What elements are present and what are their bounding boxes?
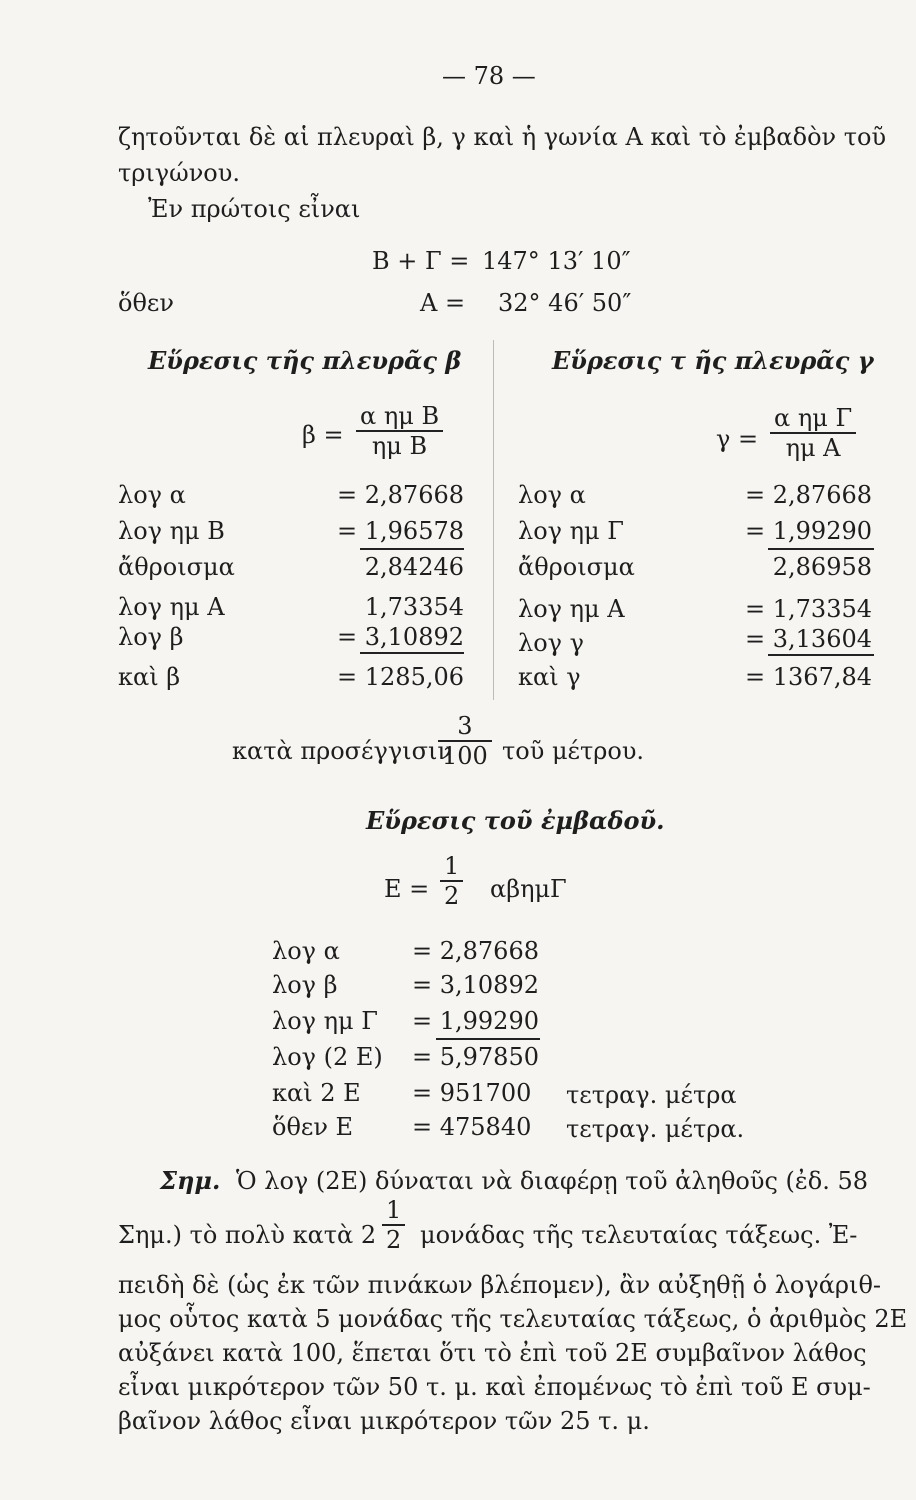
- area-row-value: = 475840: [412, 1113, 532, 1141]
- note-line-7: βαῖνον λάθος εἶναι μικρότερον τῶν 25 τ. μ.: [118, 1407, 650, 1435]
- note-line-5: αὐξάνει κατὰ 100, ἕπεται ὅτι τὸ ἐπὶ τοῦ 2Ε συμβαῖνον λάθος: [118, 1339, 867, 1367]
- right-row-value: = 1,73354: [745, 595, 872, 623]
- note-line-2-denominator: 2: [386, 1226, 402, 1254]
- area-formula-lhs: Ε =: [384, 875, 430, 903]
- area-row-value: = 2,87668: [412, 937, 539, 965]
- approx-numerator: 3: [438, 712, 492, 742]
- page-number: — 78 —: [442, 62, 536, 90]
- area-row-value: = 1,99290: [412, 1007, 539, 1035]
- left-formula-fraction: [356, 402, 443, 460]
- right-row-value: = 1,99290: [745, 517, 872, 545]
- approx-fraction: [438, 712, 492, 770]
- right-formula-denominator: ημ Α: [785, 434, 841, 462]
- right-row-label: λογ α: [518, 481, 586, 509]
- left-row-value: = 3,10892: [337, 623, 464, 651]
- column-divider: [493, 340, 494, 700]
- left-row-label: λογ β: [118, 623, 184, 651]
- left-row-label: λογ α: [118, 481, 186, 509]
- right-row-value: = 3,13604: [745, 625, 872, 653]
- right-formula-fraction: [770, 404, 856, 462]
- right-row-label: λογ ημ Γ: [518, 517, 624, 545]
- note-line-4: μος οὗτος κατὰ 5 μονάδας τῆς τελευταίας τάξεως, ὁ ἀριθμὸς 2Ε: [118, 1305, 908, 1333]
- approx-post: τοῦ μέτρου.: [502, 737, 645, 765]
- left-row-value: = 1,96578: [337, 517, 464, 545]
- area-row-value: = 951700: [412, 1079, 532, 1107]
- right-formula-lhs: γ =: [716, 425, 759, 453]
- area-row-unit: τετραγ. μέτρα: [566, 1081, 737, 1109]
- left-result-rule: [360, 652, 464, 654]
- note-line-1: Ὁ λογ (2Ε) δύναται νὰ διαφέρῃ τοῦ ἀληθοῦς (ἐδ. 58: [236, 1167, 869, 1195]
- hothen-word: ὅθεν: [118, 289, 174, 317]
- intro-line-3: Ἐν πρώτοις εἶναι: [148, 195, 361, 223]
- right-result-rule: [768, 654, 874, 656]
- left-row-value: = 1285,06: [337, 663, 464, 691]
- right-formula-numerator: α ημ Γ: [770, 404, 856, 434]
- intro-line-2: τριγώνου.: [118, 159, 240, 187]
- area-row-label: καὶ 2 Ε: [272, 1079, 361, 1107]
- right-row-value: = 2,87668: [745, 481, 872, 509]
- right-row-label: λογ γ: [518, 629, 584, 657]
- area-formula-rhs: αβημΓ: [490, 875, 567, 903]
- area-formula-fraction: [440, 852, 463, 910]
- angle-a-lhs: Α =: [420, 289, 466, 317]
- note-line-3: πειδὴ δὲ (ὡς ἐκ τῶν πινάκων βλέπομεν), ἂν αὐξηθῇ ὁ λογάριθ-: [118, 1271, 882, 1299]
- angle-sum-lhs: Β + Γ =: [372, 247, 470, 275]
- left-row-label: καὶ β: [118, 663, 181, 691]
- left-formula-denominator: ημ Β: [371, 432, 428, 460]
- area-formula-numerator: 1: [440, 852, 463, 882]
- area-row-value: = 3,10892: [412, 971, 539, 999]
- left-row-label: λογ ημ Α: [118, 593, 225, 621]
- area-row-label: λογ α: [272, 937, 340, 965]
- note-line-2-post: μονάδας τῆς τελευταίας τάξεως. Ἐ-: [420, 1221, 858, 1249]
- left-heading: Εὕρεσις τῆς πλευρᾶς β: [148, 346, 462, 375]
- area-row-label: λογ ημ Γ: [272, 1007, 378, 1035]
- left-formula-lhs: β =: [302, 421, 344, 449]
- left-row-value: 2,84246: [364, 553, 464, 581]
- left-row-label: ἄθροισμα: [118, 553, 235, 581]
- note-label: Σημ.: [160, 1166, 221, 1195]
- note-line-6: εἶναι μικρότερον τῶν 50 τ. μ. καὶ ἐπομένως τὸ ἐπὶ τοῦ Ε συμ-: [118, 1373, 871, 1401]
- right-row-label: καὶ γ: [518, 663, 581, 691]
- left-row-label: λογ ημ Β: [118, 517, 225, 545]
- note-line-2-fraction: [382, 1196, 405, 1254]
- approx-denominator: 100: [442, 742, 488, 770]
- area-row-unit: τετραγ. μέτρα.: [566, 1115, 745, 1143]
- intro-line-1: ζητοῦνται δὲ αἱ πλευραὶ β, γ καὶ ἡ γωνία Α καὶ τὸ ἐμβαδὸν τοῦ: [118, 123, 887, 151]
- area-formula-denominator: 2: [444, 882, 460, 910]
- left-row-value: = 2,87668: [337, 481, 464, 509]
- right-row-label: λογ ημ Α: [518, 595, 625, 623]
- area-row-label: λογ β: [272, 971, 338, 999]
- area-sum-rule: [436, 1038, 540, 1040]
- angle-sum-rhs: 147° 13′ 10″: [482, 247, 631, 275]
- area-row-value: = 5,97850: [412, 1043, 539, 1071]
- right-row-label: ἄθροισμα: [518, 553, 635, 581]
- note-line-2-pre: Σημ.) τὸ πολὺ κατὰ 2: [118, 1221, 377, 1249]
- left-sum-rule: [360, 548, 464, 550]
- area-row-label: ὅθεν Ε: [272, 1113, 354, 1141]
- angle-a-rhs: 32° 46′ 50″: [498, 289, 632, 317]
- right-sum-rule: [768, 548, 874, 550]
- area-heading: Εὕρεσις τοῦ ἐμβαδοῦ.: [366, 806, 665, 835]
- left-row-value: 1,73354: [364, 593, 464, 621]
- note-line-2-numerator: 1: [382, 1196, 405, 1226]
- right-heading: Εὕρεσις τ ῆς πλευρᾶς γ: [552, 346, 874, 375]
- right-row-value: 2,86958: [772, 553, 872, 581]
- area-row-label: λογ (2 Ε): [272, 1043, 383, 1071]
- right-row-value: = 1367,84: [745, 663, 872, 691]
- approx-pre: κατὰ προσέγγισιν: [232, 737, 452, 765]
- left-formula-numerator: α ημ Β: [356, 402, 443, 432]
